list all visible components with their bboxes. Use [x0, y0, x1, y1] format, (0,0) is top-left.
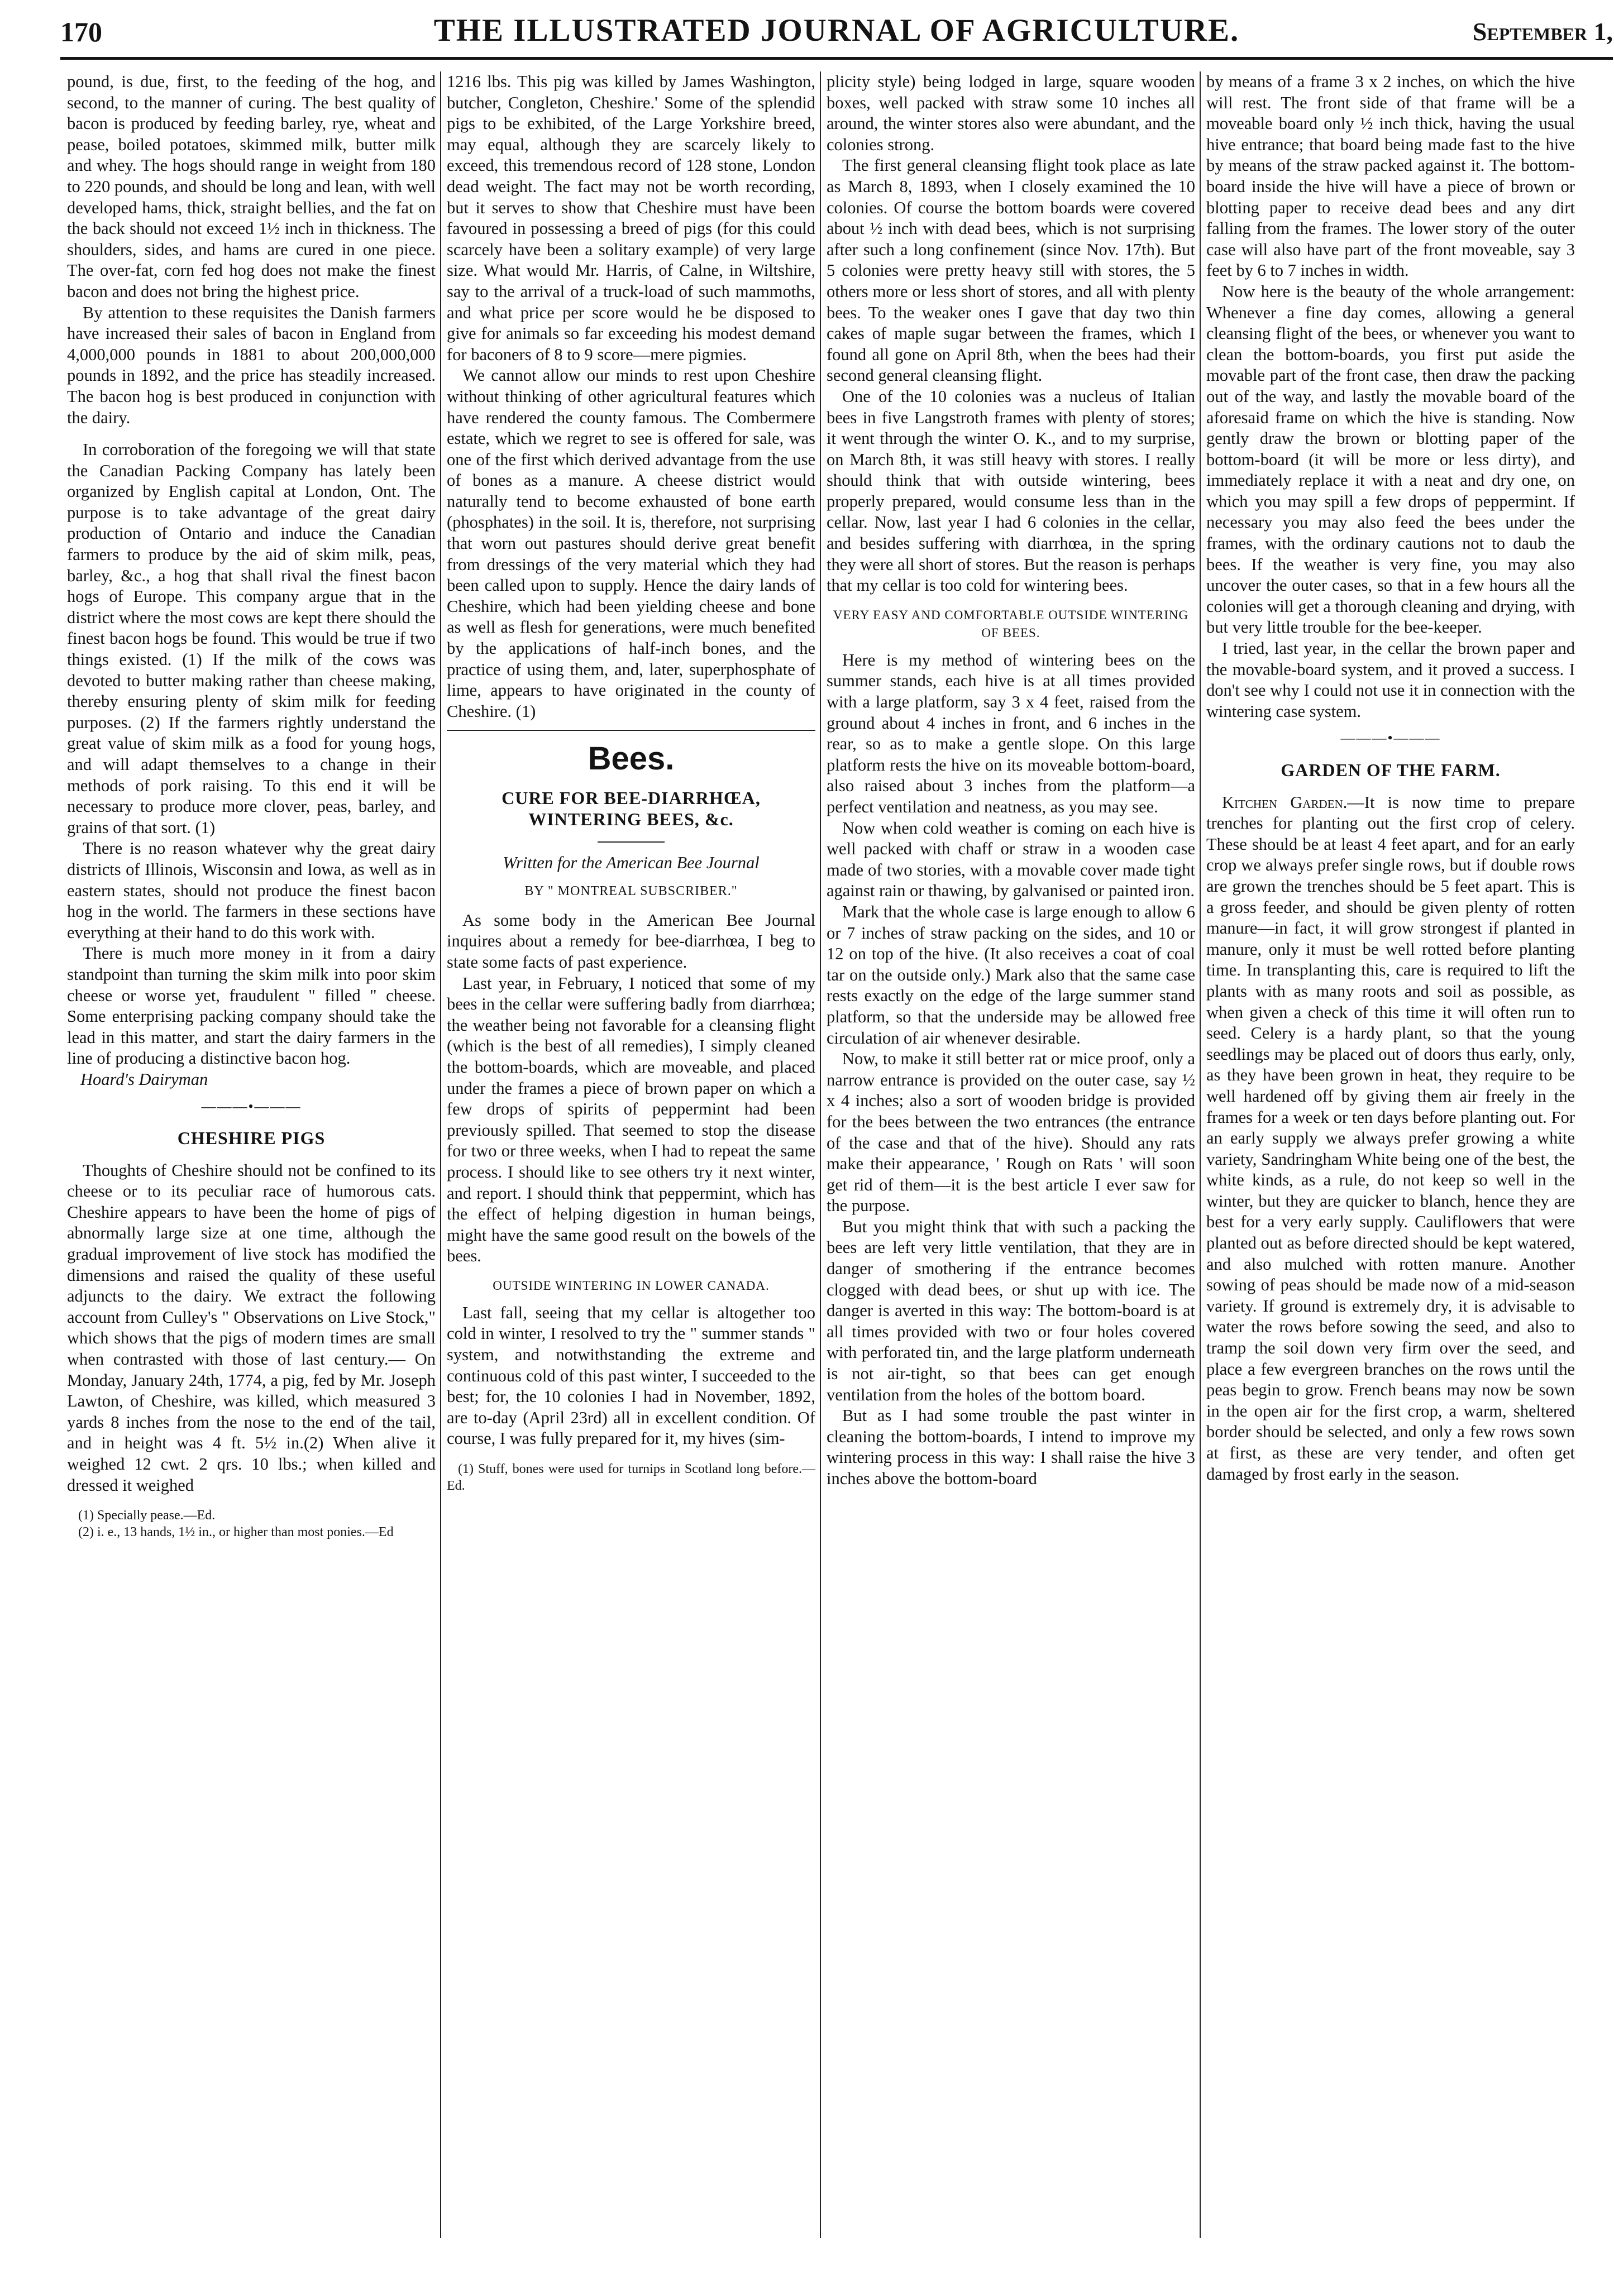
paragraph: Thoughts of Cheshire should not be confined to its cheese or to its peculiar race of humorous cats. Cheshire appears to have been the home of pigs of abnormally large size at one time, although the gradual improvement of live stock has modified the dimensions and raised the quality of these useful adjuncts to the dairy. We extract the following account from Culley's " Observations on Live Stock," which shows that the pigs of modern times are small when contrasted with those of last century.— On Monday, January 24th, 1774, a pig, fed by Mr. Joseph Lawton, of Cheshire, was killed, which measured 3 yards 8 inches from the nose to the end of the tail, and in height was 4 ft. 5½ in.(2) When alive it weighed 12 cwt. 2 qrs. 10 lbs.; when killed and dressed it weighed [67, 1160, 436, 1495]
paragraph: Here is my method of wintering bees on the summer stands, each hive is at all times provided with a large platform, say 3 x 4 feet, raised from the ground about 4 inches in front, and 6 inches in the rear, so as to make a gentle slope. On this large platform rests the hive on its moveable bottom-board, also raised about 3 inches from the platform—a perfect ventilation and neatness, as you may see. [827, 650, 1195, 816]
separator-rule [598, 841, 665, 843]
header-rule [60, 57, 1613, 60]
paragraph: By attention to these requisites the Danish farmers have increased their sales of bacon in England from 4,000,000 pounds in 1881 to about 200,000,000 pounds in 1892, and the price has steadily increased. The bacon hog is best produced in conjunction with the dairy. [67, 303, 436, 427]
run-in-heading: Kitchen Garden. [1222, 792, 1348, 812]
column-4 [1206, 71, 1575, 2244]
subheading: VERY EASY AND COMFORTABLE OUTSIDE WINTERING OF BEES. [833, 608, 1189, 640]
paragraph: The first general cleansing flight took place as late as March 8, 1893, when I closely examined the 10 colonies. Of course the bottom boards were covered about ½ inch with dead bees, which is not surprising after such a long confinement (since Nov. 17th). But 5 colonies were pretty heavy still with stores, the 5 others more or less short of stores, and all with plenty bees. To the weaker ones I gave that day two thin cakes of maple sugar between the frames, which I found all gone on April 8th, when the bees had their second general cleansing flight. [827, 156, 1195, 385]
article-heading: CURE FOR BEE-DIARRHŒA, WINTERING BEES, &c. [502, 788, 761, 829]
column-2 [447, 71, 815, 2244]
paragraph: Last year, in February, I noticed that some of my bees in the cellar were suffering badly from diarrhœa; the weather being not favorable for a cleansing flight (which is the best of all remedies), I simply cleaned the bottom-boards, which are moveable, and placed under the frames a piece of brown paper on which a few drops of spirits of peppermint had been previously spilled. That seemed to stop the disease for two or three weeks, when I had to repeat the same process. I should like to see others try it next winter, and report. I should think that peppermint, which has the effect of helping digestion in human beings, might have the same good result on the bowels of the bees. [447, 973, 815, 1266]
paragraph: But as I had some trouble the past winter in cleaning the bottom-boards, I intend to improve my wintering process in this way: I shall raise the hive 3 inches above the bottom-board [827, 1406, 1195, 1488]
column-divider [1200, 71, 1201, 2238]
page-number: 170 [60, 16, 102, 47]
paragraph: pound, is due, first, to the feeding of the hog, and second, to the manner of curing. The best quality of bacon is produced by feeding barley, rye, wheat and pease, boiled potatoes, skimmed milk, butter milk and whey. The hogs should range in weight from 180 to 220 pounds, and should be long and lean, with well developed hams, thick, straight bellies, and the fat on the back should not exceed 1½ inch in thickness. The shoulders, sides, and hams are cured in one piece. The over-fat, corn fed hog does not make the finest bacon and does not bring the highest price. [67, 72, 436, 301]
journal-title: THE ILLUSTRATED JOURNAL OF AGRICULTURE. [433, 13, 1240, 48]
footnote: (1) Specially pease.—Ed. [78, 1508, 216, 1523]
separator-ornament: ———•——— [201, 1098, 302, 1114]
column-divider [820, 71, 821, 2238]
paragraph: I tried, last year, in the cellar the brown paper and the movable-board system, and it proved a success. I don't see why I could not use it in connection with the wintering case system. [1206, 639, 1575, 721]
paragraph: Mark that the whole case is large enough to allow 6 or 7 inches of straw packing on the sides, and 10 or 12 on top of the hive. (It also receives a coat of coal tar on the outside only.) Mark also that the same case rests exactly on the edge of the large summer stand platform, so that the underside may be allowed free circulation of air whenever desirable. [827, 902, 1195, 1047]
paragraph: There is no reason whatever why the great dairy districts of Illinois, Wisconsin and Iowa, as well as in eastern states, should not produce the finest bacon hog in the world. The farmers in these sections have everything at their hand to do this work with. [67, 839, 436, 942]
section-rule [447, 730, 815, 731]
paragraph: But you might think that with such a packing the bees are left very little ventilation, that they are in danger of smothering if the entrance becomes clogged with dead bees, or shut up with ice. The danger is averted in this way: The bottom-board is at all times provided with two or four holes covered with perforated tin, and the large platform underneath is not air-tight, so that bees can get enough ventilation from the holes of the bottom board. [827, 1217, 1195, 1404]
article-heading: CHESHIRE PIGS [177, 1128, 326, 1149]
column-3 [827, 71, 1195, 2244]
section-heading: Bees. [588, 740, 675, 777]
separator-ornament: ———•——— [1340, 730, 1441, 747]
source-attribution: Hoard's Dairyman [80, 1069, 208, 1089]
paragraph: plicity style) being lodged in large, square wooden boxes, well packed with straw some 10 inches all around, the winter stores also were abundant, and the colonies strong. [827, 72, 1195, 154]
paragraph: In corroboration of the foregoing we will that state the Canadian Packing Company has lately been organized by English capital at London, Ont. The purpose is to take advantage of the great dairy production of Ontario and induce the Canadian farmers to produce by the aid of skim milk, peas, barley, &c., a hog that shall rival the finest bacon hogs of Europe. This company argue that in the district where the most cows are kept there should the finest bacon hogs be found. This would be true if two things existed. (1) If the milk of the cows was devoted to butter making rather than cheese making, thereby ensuring plenty of skim milk for feeding purposes. (2) If the farmers rightly understand the great value of skim milk as a food for young hogs, and will adapt themselves to a change in their methods of pork raising. To this end it will be necessary to produce more clover, peas, barley, and grains of that sort. (1) [67, 440, 436, 837]
paragraph: Now, to make it still better rat or mice proof, only a narrow entrance is provided on the outer case, say ½ x 4 inches; also a sort of wooden bridge is provided for the bees between the two entrances (the entrance of the case and that of the hive). Should any rats make their appearance, ' Rough on Rats ' will soon get rid of them—it is the best article I ever saw for the purpose. [827, 1049, 1195, 1216]
footnote: (1) Stuff, bones were used for turnips in Scotland long before.—Ed. [447, 1462, 815, 1494]
paragraph: We cannot allow our minds to rest upon Cheshire without thinking of other agricultural features which have rendered the county famous. The Combermere estate, which we regret to see is offered for sale, was one of the first which derived advantage from the use of bones as a manure. A cheese district would naturally tend to become exhausted of bone earth (phosphates) in the soil. It is, therefore, not surprising that worn out pastures should derive great benefit from dressings of the very material which they had been called upon to supply. Hence the dairy lands of Cheshire, which had been yielding cheese and bone as well as flesh for generations, were much benefited by the applications of half-inch bones, and the practice of using them, and, later, superphosphate of lime, appears to have originated in the county of Cheshire. (1) [447, 366, 815, 721]
paragraph [1206, 792, 1575, 1485]
paragraph: Now when cold weather is coming on each hive is well packed with chaff or straw in a wooden case made of two stories, with a movable cover made tight against rain or thawing, by galvanised or painted iron. [827, 818, 1195, 901]
column-divider [440, 71, 441, 2238]
paragraph: Last fall, seeing that my cellar is altogether too cold in winter, I resolved to try the " summer stands " system, and notwithstanding the extreme and continuous cold of this past winter, I succeeded to the best; for, the 10 colonies I had in November, 1892, are to-day (April 23rd) all in excellent condition. Of course, I was fully prepared for it, my hives (sim- [447, 1303, 815, 1448]
paragraph: One of the 10 colonies was a nucleus of Italian bees in five Langstroth frames with plenty of stores; it went through the winter O. K., and to my surprise, on March 8th, it was still heavy with stores. I really should think that with outside wintering, bees properly prepared, would consume less than in the cellar. Now, last year I had 6 colonies in the cellar, and besides suffering with diarrhœa, in the spring they were all short of stores. But the reason is perhaps that my cellar is too cold for wintering bees. [827, 386, 1195, 595]
subheading: OUTSIDE WINTERING IN LOWER CANADA. [493, 1278, 770, 1293]
paragraph: Now here is the beauty of the whole arrangement: Whenever a fine day comes, allowing a general cleansing flight of the bees, or whenever you want to clean the bottom-boards, you first put aside the movable part of the front case, then draw the packing out of the way, and lastly the movable board of the aforesaid frame on which the hive is standing. Now gently draw the brown or blotting paper of the bottom-board (it will be more or less dirty), and immediately replace it with a neat and dry one, on which you may spill a few drops of peppermint. If necessary you may also feed the bees under the frames, with the ordinary cautions not to daub the bees. If the weather is very fine, you may also uncover the outer cases, so that in a few hours all the colonies will get a thorough cleaning and drying, with but very little trouble for the bee-keeper. [1206, 281, 1575, 637]
article-heading: GARDEN OF THE FARM. [1281, 760, 1501, 780]
paragraph: As some body in the American Bee Journal inquires about a remedy for bee-diarrhœa, I beg to state some facts of past experience. [447, 910, 815, 972]
column-1 [67, 71, 436, 2244]
issue-date: September 1, [1472, 17, 1613, 46]
source-line: Written for the American Bee Journal [503, 853, 760, 872]
paragraph: There is much more money in it from a dairy standpoint than turning the skim milk into poor skim cheese or worse yet, fraudulent " filled " cheese. Some enterprising packing company should take the lead in this matter, and start the dairy farmers in the line of producing a distinctive bacon hog. [67, 944, 436, 1068]
paragraph: by means of a frame 3 x 2 inches, on which the hive will rest. The front side of that frame will be a moveable board only ½ inch thick, having the usual hive entrance; that board being made fast to the hive by means of the straw packed against it. The bottom-board inside the hive will have a piece of brown or blotting paper to receive dead bees and any dirt falling from the frames. The lower story of the outer case will also have part of the front moveable, say 3 feet by 6 to 7 inches in width. [1206, 72, 1575, 280]
byline: BY " MONTREAL SUBSCRIBER." [524, 884, 738, 899]
footnote: (2) i. e., 13 hands, 1½ in., or higher than most ponies.—Ed [78, 1525, 394, 1540]
paragraph: 1216 lbs. This pig was killed by James Washington, butcher, Congleton, Cheshire.' Some of the splendid pigs to be exhibited, of the Large Yorkshire breed, may equal, although they are scarcely likely to exceed, this tremendous record of 128 stone, London dead weight. The fact may not be worth recording, but it serves to show that Cheshire must have been favoured in possessing a breed of pigs (for this could scarcely have been a solitary example) of very large size. What would Mr. Harris, of Calne, in Wiltshire, say to the arrival of a truck-load of such mammoths, and what price per score would he be disposed to give for animals so far exceeding his modest demand for baconers of 8 to 9 score—mere pigmies. [447, 72, 815, 364]
paragraph-text: —It is now time to prepare trenches for planting out the first crop of celery. These should be at least 4 feet apart, and for an early crop we always prefer single rows, but if double rows are grown the trenches should be 5 feet apart. This is a gross feeder, and should be given plenty of rotten manure—in fact, it will grow strongest if planted in manure, only it must be well rotted before planting time. In transplanting this, care is required to lift the plants with as many roots and soil as possible, as when given a check of this time it will often run to seed. Celery is a hardy plant, so that the young seedlings may be placed out of doors thus early, only, as they have been grown in heat, they require to be well hardened off by giving them air freely in the frames for a week or ten days before planting out. For an early supply we always prefer growing a white variety, Sandringham White being one of the best, the white kinds, as a rule, do not keep so well in the winter, but they are quicker to blanch, hence they are best for a very early supply. Cauliflowers that were planted out as before directed should be kept watered, and also mulched with rotten manure. Another sowing of peas should be made now of a mid-season variety. If ground is extremely dry, it is advisable to water the rows before sowing the seed, and also to tramp the soil down very firm over the seed, and place a few evergreen branches on the rows until the peas begin to grow. French beans may now be sown in the open air for the first crop, a warm, sheltered border should be selected, and only a few rows sown at first, as these are very tender, and often get damaged by frost early in the season. [1206, 792, 1575, 1484]
page-header [60, 0, 1613, 56]
